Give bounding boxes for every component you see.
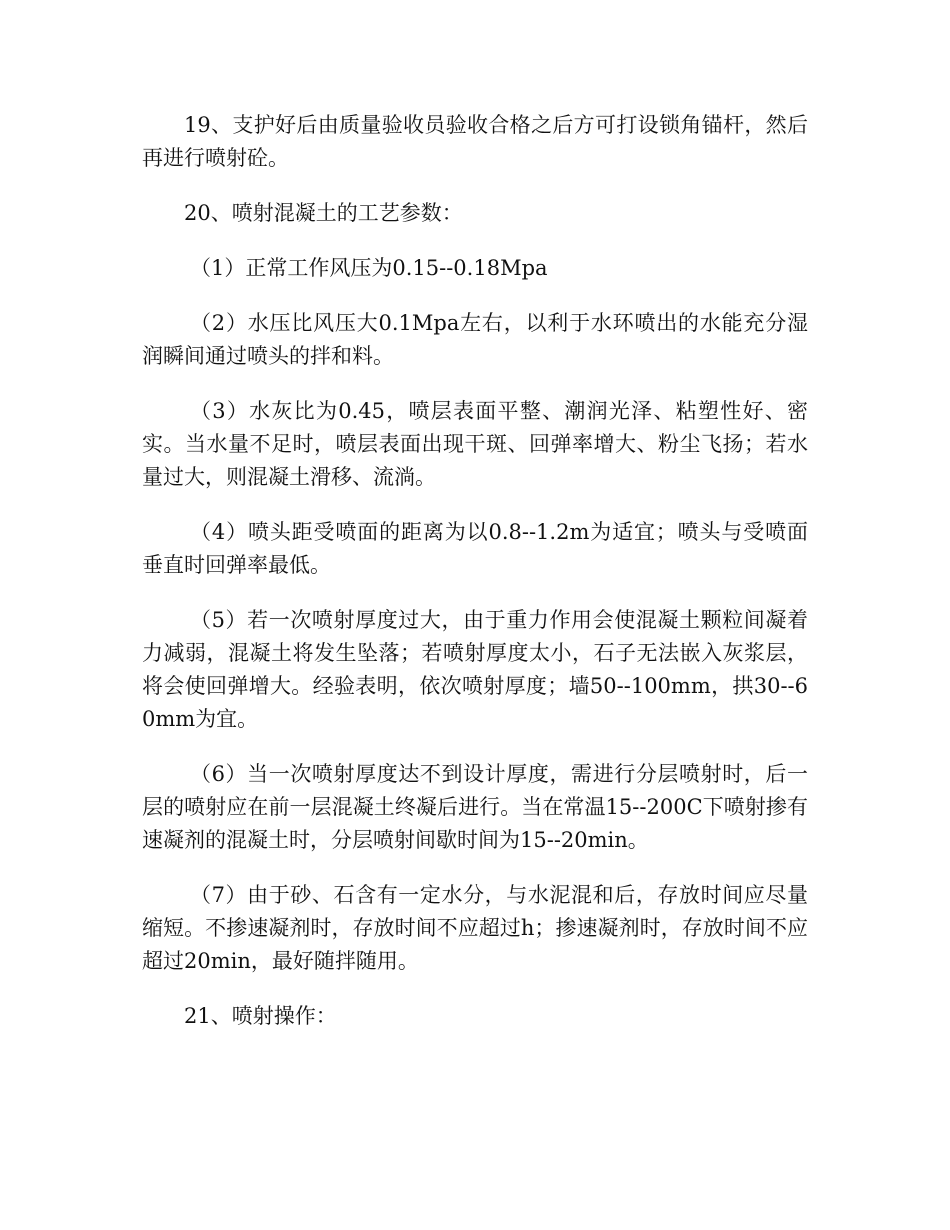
paragraph-20-item-2: （2）水压比风压大0.1Mpa左右，以利于水环喷出的水能充分湿润瞬间通过喷头的拌和料。 [142,311,808,368]
paragraph-20-item-5: （5）若一次喷射厚度过大，由于重力作用会使混凝土颗粒间凝着力减弱，混凝土将发生坠落；若喷射厚度太小，石子无法嵌入灰浆层，将会使回弹增大。经验表明，依次喷射厚度；墙50--100mm，拱30--60mm为宜。 [142,608,808,731]
paragraph-20-item-7: （7）由于砂、石含有一定水分，与水泥混和后，存放时间应尽量缩短。不掺速凝剂时，存放时间不应超过h；掺速凝剂时，存放时间不应超过20min，最好随拌随用。 [142,883,808,973]
paragraph-20-item-3: （3）水灰比为0.45，喷层表面平整、潮润光泽、粘塑性好、密实。当水量不足时，喷层表面出现干斑、回弹率增大、粉尘飞扬；若水量过大，则混凝土滑移、流淌。 [142,399,808,489]
document-body [142,109,808,1033]
paragraph-20-item-6: （6）当一次喷射厚度达不到设计厚度，需进行分层喷射时，后一层的喷射应在前一层混凝土终凝后进行。当在常温15--200C下喷射掺有速凝剂的混凝土时，分层喷射间歇时间为15--20min。 [142,762,808,852]
paragraph-20-heading: 20、喷射混凝土的工艺参数： [184,201,463,225]
paragraph-19: 19、支护好后由质量验收员验收合格之后方可打设锁角锚杆，然后再进行喷射砼。 [142,113,808,170]
paragraph-20-item-1: （1）正常工作风压为0.15--0.18Mpa [190,256,548,280]
paragraph-21-heading: 21、喷射操作： [184,1004,337,1028]
paragraph-20-item-4: （4）喷头距受喷面的距离为以0.8--1.2m为适宜；喷头与受喷面垂直时回弹率最低。 [142,520,808,577]
